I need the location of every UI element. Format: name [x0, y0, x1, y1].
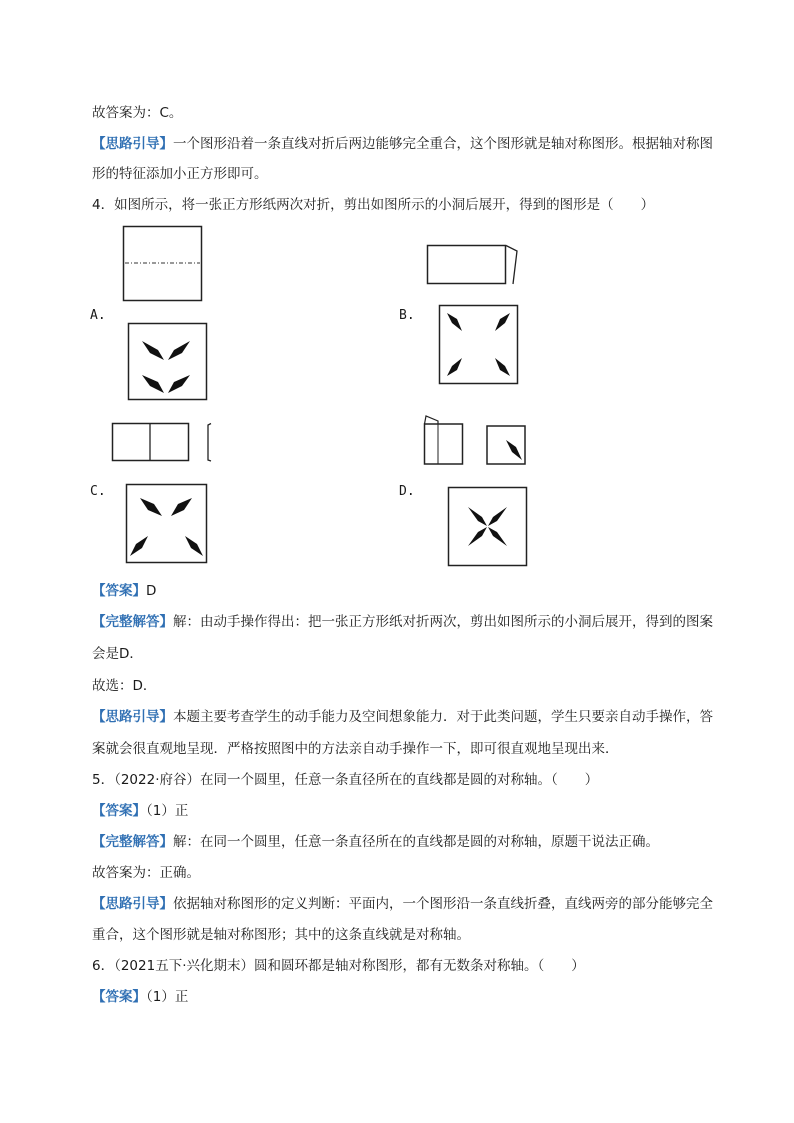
option-c-label[interactable]: C.	[90, 484, 106, 499]
q5-solution	[92, 833, 659, 851]
guide-text: 依据轴对称图形的定义判断：平面内，一个图形沿一条直线折叠，直线两旁的部分能够完全	[173, 896, 713, 912]
q5-conclusion: 故答案为：正确。	[92, 865, 200, 881]
figure-d-fold	[424, 415, 564, 467]
solution-tag: 【完整解答】	[92, 834, 173, 850]
figure-b-result[interactable]	[439, 305, 519, 385]
answer-value: D	[146, 583, 157, 599]
option-d-label[interactable]: D.	[399, 484, 415, 499]
diamond-hole	[495, 313, 510, 331]
diamond-hole	[171, 498, 192, 516]
guide-text: 一个图形沿着一条直线对折后两边能够完全重合，这个图形就是轴对称图形。根据轴对称图	[173, 136, 713, 152]
q6-answer	[92, 988, 188, 1006]
figure-d-result[interactable]	[448, 487, 528, 567]
option-a-label[interactable]: A.	[90, 308, 106, 323]
q4-guide-cont: 案就会很直观地呈现．严格按照图中的方法亲自动手操作一下，即可很直观地呈现出来．	[92, 741, 619, 757]
diamond-hole	[140, 498, 162, 516]
guide-paragraph	[92, 135, 713, 153]
q4-guide	[92, 708, 713, 726]
diamond-hole	[488, 527, 507, 546]
q4-solution	[92, 613, 713, 631]
figure-c-result[interactable]	[126, 484, 208, 564]
diamond-hole	[168, 375, 190, 393]
guide-text: 本题主要考查学生的动手能力及空间想象能力．对于此类问题，学生只要亲自动手操作，答	[173, 709, 713, 725]
guide-continuation: 形的特征添加小正方形即可。	[92, 166, 268, 182]
guide-tag: 【思路引导】	[92, 896, 173, 912]
q5-guide-cont: 重合，这个图形就是轴对称图形；其中的这条直线就是对称轴。	[92, 927, 470, 943]
question-5-stem: 5．（2022·府谷）在同一个圆里，任意一条直径所在的直线都是圆的对称轴。（ ）	[92, 772, 599, 788]
solution-text: 解：由动手操作得出：把一张正方形纸对折两次，剪出如图所示的小洞后展开，得到的图案	[173, 614, 713, 630]
diamond-hole	[142, 375, 164, 393]
diamond-hole	[468, 527, 487, 546]
answer-tag: 【答案】	[92, 803, 146, 819]
diamond-hole	[130, 536, 148, 556]
q4-solution-cont: 会是D．	[92, 646, 143, 662]
q5-answer	[92, 802, 188, 820]
diamond-hole	[142, 341, 164, 360]
q4-choose: 故选：D．	[92, 678, 157, 694]
answer-tag: 【答案】	[92, 583, 146, 599]
answer-value: （1）正	[146, 803, 189, 819]
diamond-hole	[447, 358, 462, 376]
solution-tag: 【完整解答】	[92, 614, 173, 630]
diamond-hole	[488, 507, 507, 526]
q5-guide	[92, 895, 713, 913]
guide-tag: 【思路引导】	[92, 136, 173, 152]
answer-value: （1）正	[146, 989, 189, 1005]
answer-tag: 【答案】	[92, 989, 146, 1005]
guide-tag: 【思路引导】	[92, 709, 173, 725]
figure-c-fold	[112, 423, 212, 463]
diamond-hole	[468, 507, 487, 526]
figure-a-result[interactable]	[128, 323, 208, 401]
answer-conclusion: 故答案为：C。	[92, 105, 183, 121]
diamond-hole	[495, 358, 510, 376]
figure-a-fold	[123, 226, 203, 302]
option-b-label[interactable]: B.	[399, 308, 415, 323]
diamond-hole	[506, 440, 522, 460]
figure-b-fold	[427, 245, 519, 285]
q4-answer	[92, 582, 156, 600]
solution-text: 解：在同一个圆里，任意一条直径所在的直线都是圆的对称轴，原题干说法正确。	[173, 834, 659, 850]
question-4-stem: 4．如图所示，将一张正方形纸两次对折，剪出如图所示的小洞后展开，得到的图形是（ ）	[92, 197, 655, 213]
diamond-hole	[185, 536, 203, 556]
question-6-stem: 6．（2021五下·兴化期末）圆和圆环都是轴对称图形，都有无数条对称轴。（ ）	[92, 958, 585, 974]
diamond-hole	[447, 313, 462, 331]
diamond-hole	[168, 341, 190, 360]
